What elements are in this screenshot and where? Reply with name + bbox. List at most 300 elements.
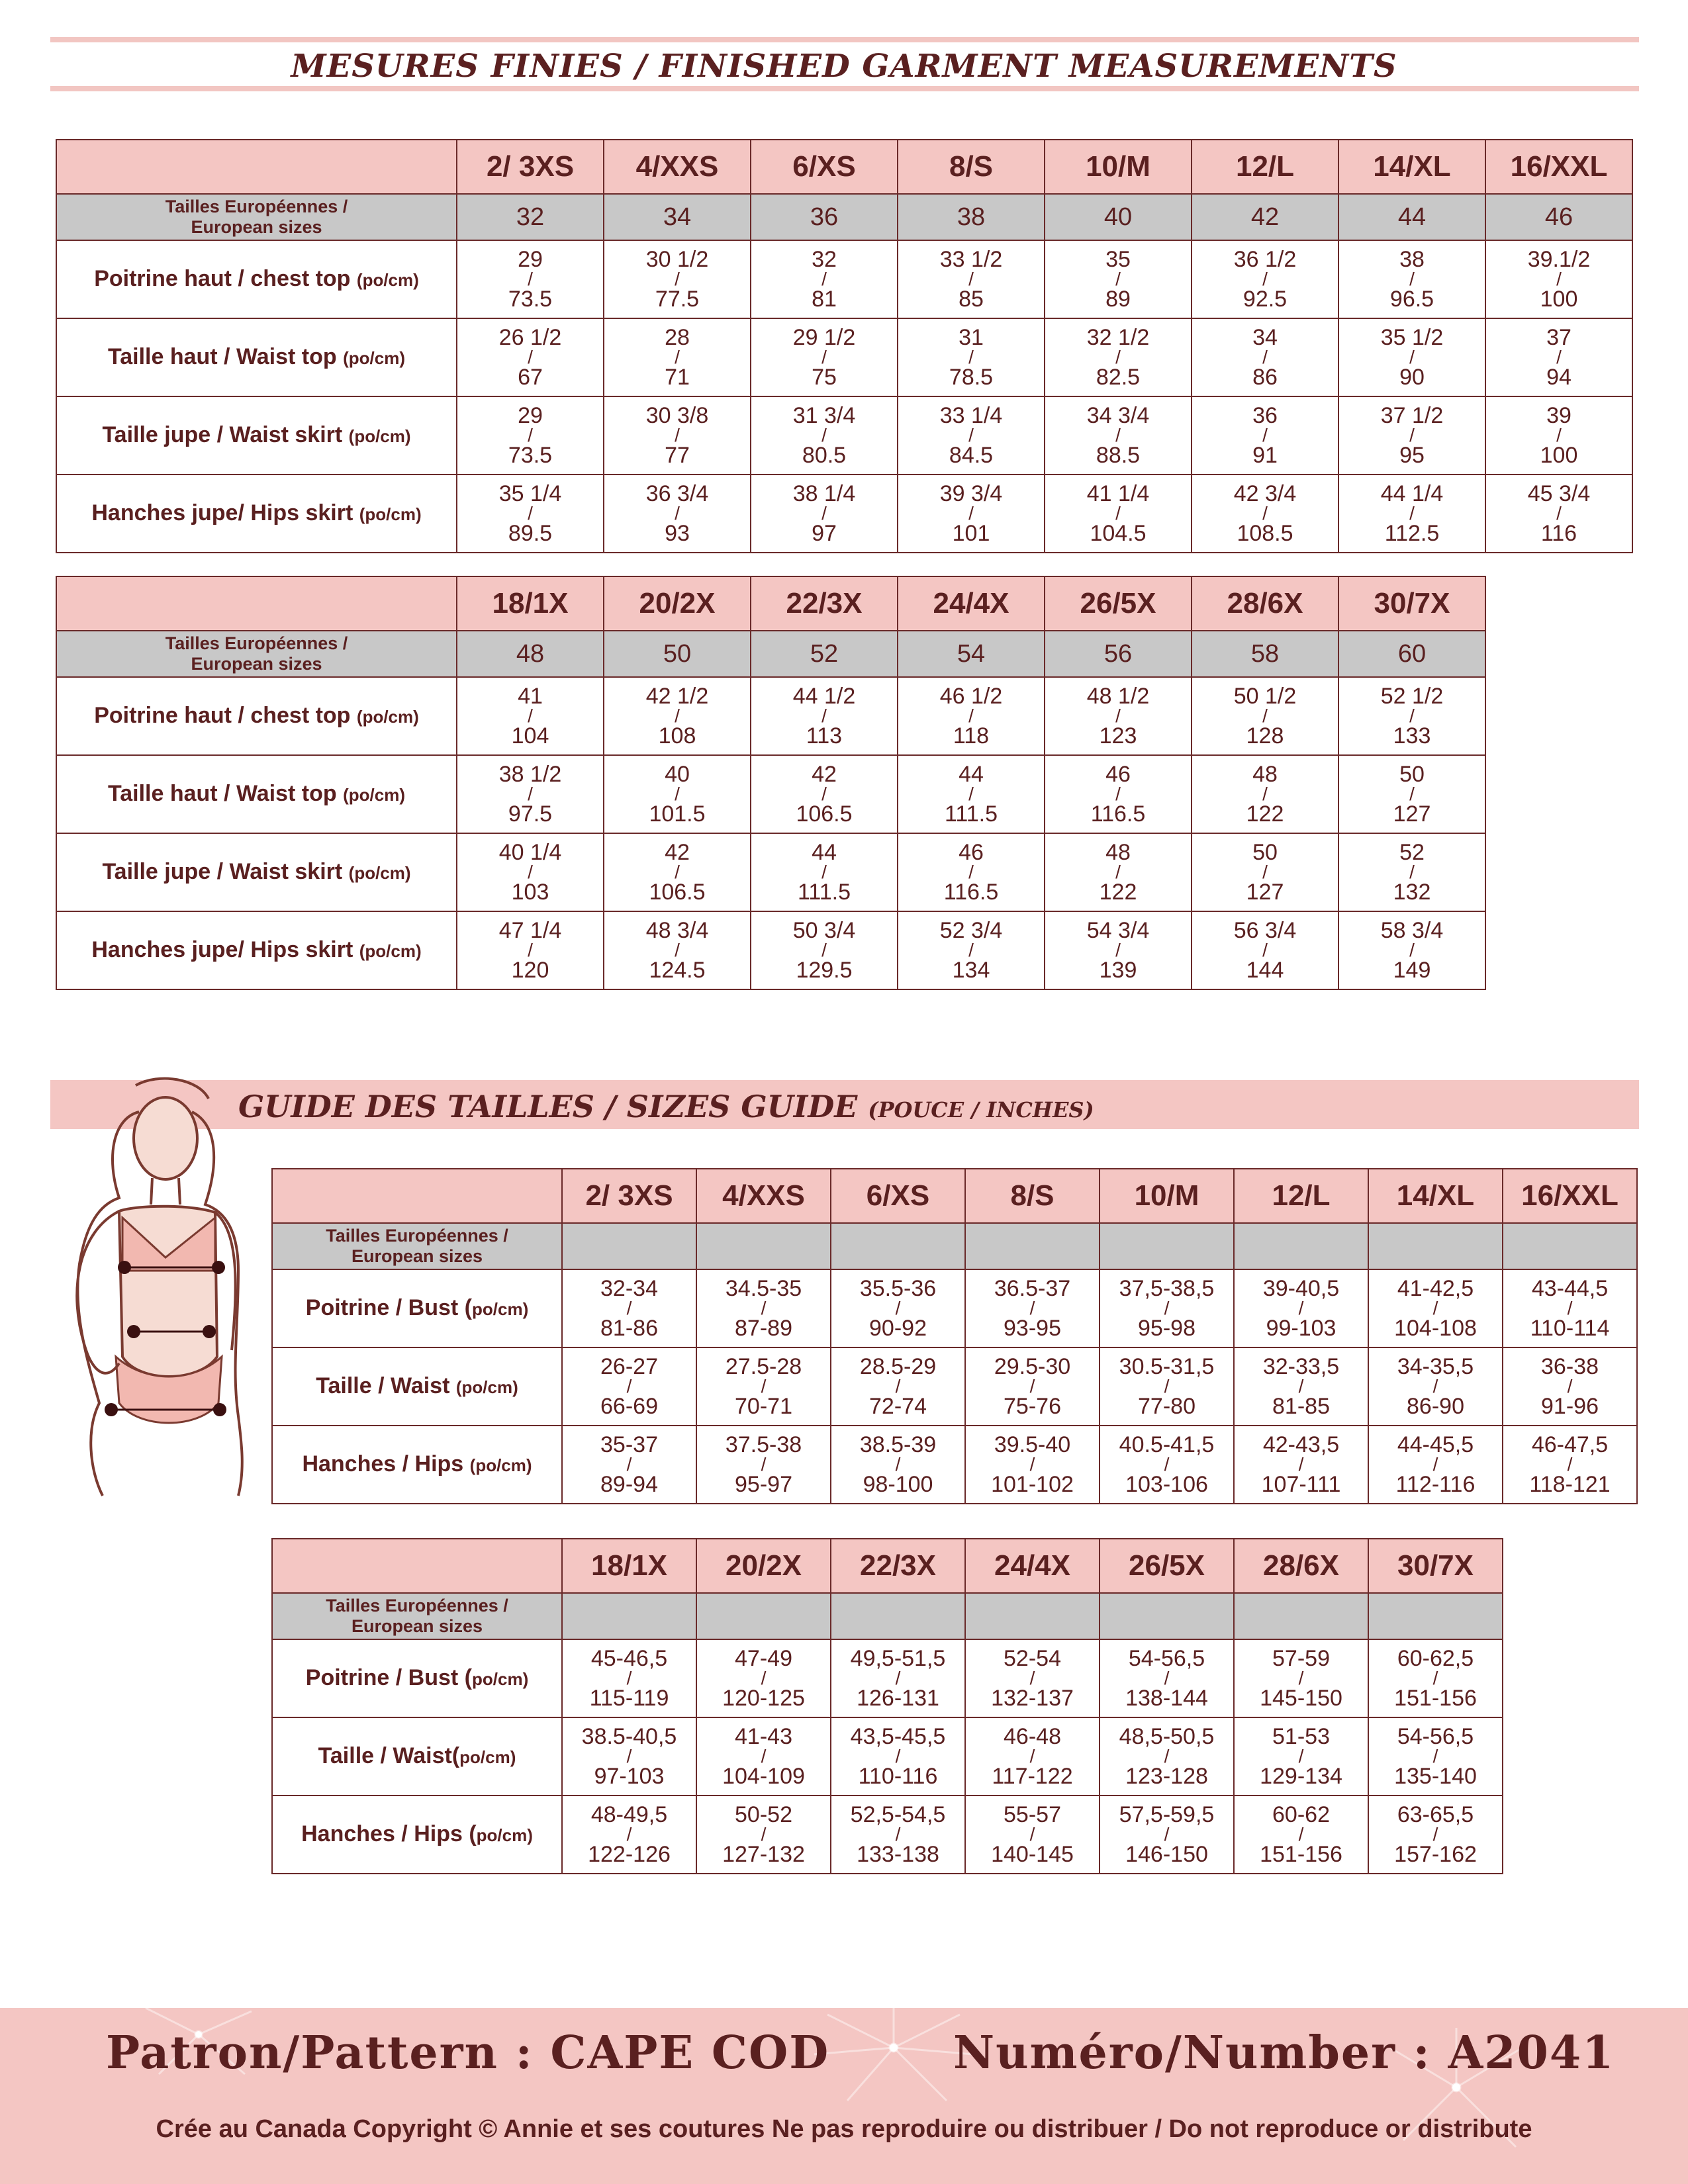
inch-value: 46 (1105, 762, 1131, 788)
separator-slash: / (626, 1376, 632, 1397)
measurement-value (1235, 1355, 1368, 1417)
separator-slash: / (1567, 1376, 1573, 1397)
inch-value: 46-48 (1004, 1724, 1061, 1750)
measurement-label-text: Poitrine haut / chest top (94, 266, 357, 292)
inch-value: 29 (518, 247, 543, 273)
separator-slash: / (968, 862, 974, 883)
measurement-value (1486, 326, 1632, 388)
finished-measurements-title: MESURES FINIES / FINISHED GARMENT MEASUREMENTS (291, 48, 1397, 85)
measurement-cell (1045, 396, 1192, 475)
cm-value: 73.5 (508, 442, 553, 468)
inch-value: 42 (812, 762, 837, 788)
european-size-cell: 50 (604, 631, 751, 677)
cm-value: 80.5 (802, 442, 847, 468)
inch-value: 27.5-28 (725, 1354, 802, 1380)
measurement-label-text: Taille jupe / Waist skirt (102, 422, 349, 448)
separator-slash: / (895, 1298, 901, 1319)
measurement-cell (831, 1639, 965, 1717)
inch-value: 41-42,5 (1397, 1276, 1474, 1302)
inch-value: 41 (518, 684, 543, 709)
cm-value: 120 (511, 957, 549, 983)
measurement-value (697, 1433, 830, 1495)
separator-slash: / (968, 425, 974, 446)
size-header-cell: 10/M (1045, 140, 1192, 194)
european-size-cell: 46 (1485, 194, 1632, 240)
cm-value: 84.5 (949, 442, 994, 468)
measurement-unit: (po/cm) (348, 863, 411, 884)
european-sizes-row (56, 194, 1632, 240)
measurement-cell (751, 833, 898, 911)
measurement-value (966, 1647, 1099, 1709)
measurement-value (604, 841, 750, 903)
separator-slash: / (895, 1454, 901, 1475)
measurement-cell (1045, 677, 1192, 755)
inch-value: 60-62,5 (1397, 1646, 1474, 1672)
measurement-cell (457, 911, 604, 989)
european-size-cell: 52 (751, 631, 898, 677)
inch-value: 42 1/2 (645, 684, 709, 709)
measurement-cell (1368, 1269, 1503, 1347)
separator-slash: / (1409, 705, 1415, 727)
cm-value: 85 (959, 286, 984, 312)
measurement-value (898, 404, 1044, 466)
measurement-cell (831, 1796, 965, 1874)
european-size-cell: 40 (1045, 194, 1192, 240)
measurement-value (1235, 1277, 1368, 1339)
inch-value: 36 3/4 (645, 481, 709, 507)
european-sizes-row (56, 631, 1485, 677)
measurement-value (898, 482, 1044, 544)
inch-value: 36 (1252, 403, 1278, 429)
separator-slash: / (528, 705, 533, 727)
measurement-value (457, 763, 603, 825)
cm-value: 122 (1246, 801, 1284, 827)
size-header-cell: 8/S (898, 140, 1045, 194)
separator-slash: / (968, 705, 974, 727)
measurement-value (457, 685, 603, 747)
cm-value: 110-114 (1530, 1315, 1610, 1341)
cm-value: 111.5 (797, 879, 851, 905)
european-size-cell (831, 1593, 965, 1639)
measurement-value (751, 482, 897, 544)
measurement-value (697, 1355, 830, 1417)
measurement-value (1339, 919, 1485, 981)
measurement-value (604, 248, 750, 310)
inch-value: 54-56,5 (1397, 1724, 1474, 1750)
body-measurement-figure (40, 1072, 258, 1502)
separator-slash: / (1567, 1454, 1573, 1475)
separator-slash: / (1298, 1668, 1304, 1689)
inch-value: 39.1/2 (1527, 247, 1591, 273)
measurement-cell (1192, 475, 1338, 553)
measurement-cell (604, 240, 751, 318)
inch-value: 33 1/2 (939, 247, 1003, 273)
pattern-name: Patron/Pattern : CAPE COD (106, 2026, 830, 2079)
measurement-cell (898, 833, 1045, 911)
cm-value: 112.5 (1384, 520, 1440, 546)
inch-value: 39 3/4 (939, 481, 1003, 507)
measurement-cell (604, 911, 751, 989)
european-size-cell (831, 1223, 965, 1269)
size-header-cell: 6/XS (751, 140, 898, 194)
inch-value: 38 1/4 (792, 481, 856, 507)
european-size-cell (562, 1223, 696, 1269)
measurement-unit: po/cm) (476, 1825, 533, 1846)
measurement-unit: po/cm) (459, 1747, 516, 1768)
measurement-cell (965, 1639, 1100, 1717)
measurement-cell (1338, 396, 1485, 475)
size-header-cell: 4/XXS (696, 1169, 831, 1223)
measurement-cell (457, 240, 604, 318)
cm-value: 101-102 (991, 1471, 1074, 1497)
measurement-value (604, 404, 750, 466)
measurement-row (272, 1639, 1503, 1717)
cm-value: 70-71 (735, 1393, 792, 1419)
separator-slash: / (626, 1668, 632, 1689)
measurement-label (56, 396, 457, 475)
cm-value: 151-156 (1394, 1685, 1477, 1711)
measurement-cell (457, 318, 604, 396)
separator-slash: / (1164, 1746, 1170, 1767)
measurement-cell (1192, 677, 1338, 755)
separator-slash: / (1262, 269, 1268, 290)
separator-slash: / (1115, 705, 1121, 727)
cm-value: 73.5 (508, 286, 553, 312)
inch-value: 48 (1105, 840, 1131, 866)
size-header-cell: 24/4X (898, 576, 1045, 631)
measurement-value (1192, 763, 1338, 825)
inch-value: 36-38 (1541, 1354, 1599, 1380)
european-size-cell: 42 (1192, 194, 1338, 240)
measurement-value (1045, 248, 1191, 310)
separator-slash: / (528, 862, 533, 883)
measurement-cell (898, 677, 1045, 755)
measurement-cell (1192, 911, 1338, 989)
measurement-value (966, 1277, 1099, 1339)
measurement-value (1192, 248, 1338, 310)
separator-slash: / (1298, 1824, 1304, 1845)
separator-slash: / (1262, 347, 1268, 368)
measurement-value (966, 1355, 1099, 1417)
measurement-cell (562, 1269, 696, 1347)
inch-value: 52-54 (1004, 1646, 1061, 1672)
measurement-cell (898, 475, 1045, 553)
measurement-row (272, 1426, 1637, 1504)
measurement-value (831, 1803, 964, 1865)
inch-value: 34.5-35 (725, 1276, 802, 1302)
inch-value: 52 3/4 (939, 918, 1003, 944)
measurement-value (831, 1725, 964, 1787)
measurement-cell (457, 396, 604, 475)
measurement-value (1369, 1277, 1502, 1339)
separator-slash: / (1115, 425, 1121, 446)
separator-slash: / (1262, 425, 1268, 446)
cm-value: 108 (658, 723, 696, 749)
measurement-value (1339, 482, 1485, 544)
separator-slash: / (821, 347, 827, 368)
size-header-cell: 22/3X (751, 576, 898, 631)
measurement-cell (1485, 240, 1632, 318)
measurement-value (697, 1647, 830, 1709)
measurement-value (1192, 482, 1338, 544)
measurement-value (457, 404, 603, 466)
measurement-label (56, 240, 457, 318)
inch-value: 49,5-51,5 (850, 1646, 946, 1672)
inch-value: 38.5-39 (859, 1432, 937, 1458)
cm-value: 110-116 (858, 1763, 938, 1789)
cm-value: 100 (1540, 286, 1578, 312)
european-size-cell (965, 1593, 1100, 1639)
measurement-value (1486, 248, 1632, 310)
separator-slash: / (895, 1376, 901, 1397)
size-header-cell: 30/7X (1368, 1539, 1503, 1593)
finished-measurements-table-2 (56, 576, 1486, 990)
european-size-cell: 38 (898, 194, 1045, 240)
separator-slash: / (761, 1376, 767, 1397)
measurement-unit: (po/cm) (359, 941, 422, 962)
measurement-cell (751, 911, 898, 989)
measurement-cell (562, 1426, 696, 1504)
measurement-value (1100, 1277, 1233, 1339)
measurement-value (1235, 1803, 1368, 1865)
measurement-cell (1503, 1347, 1637, 1426)
measurement-value (1369, 1433, 1502, 1495)
measurement-unit: (po/cm) (356, 270, 419, 291)
size-header-cell: 2/ 3XS (457, 140, 604, 194)
measurement-cell (1338, 755, 1485, 833)
measurement-cell (1503, 1426, 1637, 1504)
measurement-cell (1338, 318, 1485, 396)
cm-value: 115-119 (589, 1685, 669, 1711)
measurement-value (831, 1433, 964, 1495)
cm-value: 103-106 (1125, 1471, 1208, 1497)
size-header-cell: 22/3X (831, 1539, 965, 1593)
inch-value: 26-27 (600, 1354, 658, 1380)
cm-value: 112-116 (1395, 1471, 1476, 1497)
measurement-value (457, 841, 603, 903)
measurement-value (1503, 1277, 1636, 1339)
inch-value: 35 (1105, 247, 1131, 273)
separator-slash: / (1409, 347, 1415, 368)
inch-value: 40 (665, 762, 690, 788)
measurement-cell (965, 1426, 1100, 1504)
inch-value: 32-33,5 (1262, 1354, 1340, 1380)
measurement-value (1192, 685, 1338, 747)
measurement-cell (604, 475, 751, 553)
european-size-cell: 48 (457, 631, 604, 677)
european-sizes-label (272, 1223, 562, 1269)
inch-value: 42 (665, 840, 690, 866)
separator-slash: / (821, 503, 827, 524)
measurement-cell (604, 677, 751, 755)
measurement-unit: po/cm) (472, 1299, 529, 1320)
cm-value: 108.5 (1237, 520, 1293, 546)
inch-value: 36 1/2 (1233, 247, 1297, 273)
cm-value: 89-94 (600, 1471, 658, 1497)
cm-value: 127-132 (722, 1841, 805, 1867)
measurement-cell (898, 240, 1045, 318)
cm-value: 132 (1393, 879, 1431, 905)
inch-value: 50 1/2 (1233, 684, 1297, 709)
inch-value: 41-43 (735, 1724, 792, 1750)
measurement-cell (1338, 240, 1485, 318)
european-size-cell: 54 (898, 631, 1045, 677)
measurement-cell (1485, 318, 1632, 396)
measurement-value (898, 763, 1044, 825)
size-header-row (272, 1539, 1503, 1593)
separator-slash: / (1262, 862, 1268, 883)
inch-value: 26 1/2 (498, 325, 562, 351)
separator-slash: / (1029, 1668, 1035, 1689)
measurement-cell (751, 677, 898, 755)
measurement-cell (1045, 240, 1192, 318)
measurement-value (831, 1277, 964, 1339)
cm-value: 135-140 (1394, 1763, 1477, 1789)
inch-value: 44 1/4 (1380, 481, 1444, 507)
cm-value: 129-134 (1260, 1763, 1342, 1789)
measurement-row (56, 755, 1485, 833)
inch-value: 36.5-37 (994, 1276, 1071, 1302)
european-size-cell: 56 (1045, 631, 1192, 677)
inch-value: 47-49 (735, 1646, 792, 1672)
european-sizes-row (272, 1223, 1637, 1269)
measurement-value (1100, 1433, 1233, 1495)
inch-value: 44 (812, 840, 837, 866)
separator-slash: / (761, 1298, 767, 1319)
inch-value: 33 1/4 (939, 403, 1003, 429)
measurement-cell (1368, 1639, 1503, 1717)
cm-value: 87-89 (735, 1315, 792, 1341)
measurement-row (56, 318, 1632, 396)
european-sizes-row (272, 1593, 1503, 1639)
inch-value: 38 1/2 (498, 762, 562, 788)
cm-value: 103 (511, 879, 549, 905)
separator-slash: / (761, 1454, 767, 1475)
inch-value: 28.5-29 (859, 1354, 937, 1380)
measurement-label-text: Hanches / Hips (302, 1451, 470, 1477)
cm-value: 77 (665, 442, 690, 468)
inch-value: 31 3/4 (792, 403, 856, 429)
measurement-cell (1338, 475, 1485, 553)
measurement-unit: po/cm) (472, 1669, 529, 1690)
inch-value: 37,5-38,5 (1119, 1276, 1215, 1302)
cm-value: 75-76 (1004, 1393, 1061, 1419)
cm-value: 66-69 (600, 1393, 658, 1419)
separator-slash: / (1298, 1298, 1304, 1319)
cm-value: 124.5 (649, 957, 706, 983)
cm-value: 99-103 (1266, 1315, 1336, 1341)
cm-value: 157-162 (1394, 1841, 1477, 1867)
measurement-value (604, 326, 750, 388)
measurement-cell (562, 1347, 696, 1426)
measurement-value (563, 1433, 696, 1495)
cm-value: 144 (1246, 957, 1284, 983)
measurement-cell (1045, 755, 1192, 833)
top-rule-2 (50, 86, 1639, 91)
measurement-value (1045, 685, 1191, 747)
measurement-cell (1338, 833, 1485, 911)
cm-value: 95-98 (1138, 1315, 1196, 1341)
measurement-cell (1234, 1796, 1368, 1874)
inch-value: 39 (1546, 403, 1571, 429)
inch-value: 50 (1252, 840, 1278, 866)
inch-value: 50 (1399, 762, 1425, 788)
measurement-value (1339, 685, 1485, 747)
measurement-value (1339, 248, 1485, 310)
separator-slash: / (1262, 503, 1268, 524)
measurement-cell (562, 1796, 696, 1874)
measurement-value (1369, 1355, 1502, 1417)
separator-slash: / (1432, 1298, 1438, 1319)
european-sizes-label-line: Tailles Européennes / (326, 1595, 508, 1615)
measurement-label (272, 1269, 562, 1347)
separator-slash: / (761, 1824, 767, 1845)
header-corner (272, 1539, 562, 1593)
measurement-label (272, 1639, 562, 1717)
measurement-value (604, 482, 750, 544)
european-size-cell: 34 (604, 194, 751, 240)
size-header-row (272, 1169, 1637, 1223)
inch-value: 40.5-41,5 (1119, 1432, 1215, 1458)
inch-value: 44 (959, 762, 984, 788)
size-guide-title-text: GUIDE DES TAILLES / SIZES GUIDE (238, 1089, 858, 1124)
measurement-value (1192, 404, 1338, 466)
measurement-row (56, 677, 1485, 755)
cm-value: 128 (1246, 723, 1284, 749)
measurement-cell (562, 1639, 696, 1717)
separator-slash: / (675, 269, 680, 290)
inch-value: 51-53 (1272, 1724, 1330, 1750)
measurement-value (604, 919, 750, 981)
inch-value: 39.5-40 (994, 1432, 1071, 1458)
cm-value: 129.5 (796, 957, 853, 983)
inch-value: 60-62 (1272, 1802, 1330, 1828)
separator-slash: / (675, 940, 680, 961)
size-header-cell: 16/XXL (1503, 1169, 1637, 1223)
cm-value: 107-111 (1261, 1471, 1341, 1497)
size-header-cell: 28/6X (1192, 576, 1338, 631)
measurement-value (457, 919, 603, 981)
inch-value: 31 (959, 325, 984, 351)
measurement-value (1369, 1803, 1502, 1865)
inch-value: 45 3/4 (1527, 481, 1591, 507)
measurement-cell (457, 833, 604, 911)
separator-slash: / (1164, 1298, 1170, 1319)
measurement-label (56, 755, 457, 833)
cm-value: 78.5 (949, 364, 994, 390)
measurement-cell (1100, 1426, 1234, 1504)
measurement-value (604, 763, 750, 825)
cm-value: 151-156 (1260, 1841, 1342, 1867)
inch-value: 30 1/2 (645, 247, 709, 273)
separator-slash: / (968, 940, 974, 961)
measurement-value (1486, 482, 1632, 544)
separator-slash: / (1262, 784, 1268, 805)
measurement-value (1045, 404, 1191, 466)
measurement-cell (1100, 1639, 1234, 1717)
european-size-cell: 44 (1338, 194, 1485, 240)
size-header-cell: 18/1X (562, 1539, 696, 1593)
size-header-cell: 20/2X (696, 1539, 831, 1593)
cm-value: 145-150 (1260, 1685, 1342, 1711)
measurement-value (457, 326, 603, 388)
measurement-value (697, 1725, 830, 1787)
separator-slash: / (1298, 1376, 1304, 1397)
separator-slash: / (968, 347, 974, 368)
measurement-row (56, 475, 1632, 553)
cm-value: 122-126 (588, 1841, 671, 1867)
inch-value: 54 3/4 (1086, 918, 1150, 944)
